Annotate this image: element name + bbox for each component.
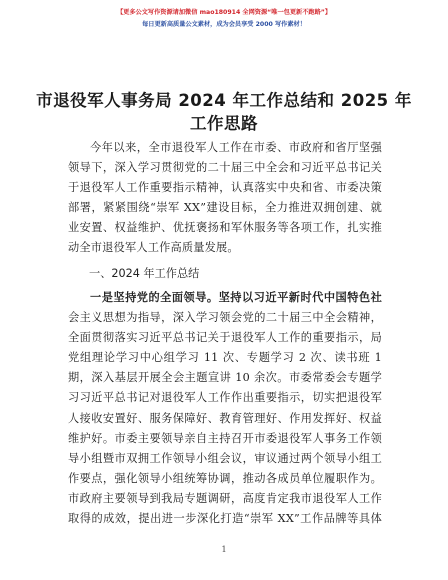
paragraph-line: 会主义思想为指导，深入学习领会党的二十届三中全会精神，: [68, 311, 382, 325]
paragraph-lead-rest: 坚持以习近平新时代中国特色社: [218, 291, 382, 304]
document-title-line-1: 市退役军人事务局 2024 年工作总结和 2025 年: [36, 91, 412, 110]
paragraph-line: 取得的成效，提出进一步深化打造“崇军 XX”工作品牌等具体: [68, 512, 382, 526]
paragraph-first-line: [68, 288, 382, 308]
summary-paragraph-1: [68, 288, 382, 529]
page-number: 1: [221, 545, 227, 554]
paragraph-line: 于退役军人工作重要指示精神，认真落实中央和省、市委决策: [68, 181, 382, 195]
paragraph-line: 党组理论学习中心组学习 11 次、专题学习 2 次、读书班 1: [68, 351, 382, 365]
paragraph-line: 习习近平总书记对退役军人工作作出重要指示，切实把退役军: [68, 391, 382, 405]
paragraph-line: 业安置、权益维护、优抚褒扬和军休服务等各项工作，扎实推: [68, 221, 382, 235]
paragraph-line: 作要点，强化领导小组统筹协调，推动各成员单位履职作为。: [68, 471, 382, 485]
section-heading: 一、2024 年工作总结: [89, 267, 200, 280]
paragraph-line: 部署，紧紧围绕“崇军 XX”建设目标，全力推进双拥创建、就: [68, 201, 382, 215]
intro-paragraph: [68, 138, 382, 259]
document-title-line-2: 工作思路: [190, 114, 258, 133]
paragraph-line: 领导下，深入学习贯彻党的二十届三中全会和习近平总书记关: [68, 161, 382, 175]
paragraph-line: 动全市退役军人工作高质量发展。: [68, 241, 239, 255]
paragraph-line: 维护好。市委主要领导亲自主持召开市委退役军人事务工作领: [68, 431, 382, 445]
paragraph-line: 期，深入基层开展全会主题宣讲 10 余次。市委常委会专题学: [68, 371, 382, 385]
paragraph-line: 市政府主要领导到我局专题调研，高度肯定我市退役军人工作: [68, 491, 382, 505]
paragraph-line: 全面贯彻落实习近平总书记关于退役军人工作的重要指示，局: [68, 331, 382, 345]
paragraph-line: 人接收安置好、服务保障好、教育管理好、作用发挥好、权益: [68, 411, 382, 425]
paragraph-line: 导小组暨市双拥工作领导小组会议，审议通过两个领导小组工: [68, 451, 382, 465]
paragraph-line: 今年以来，全市退役军人工作在市委、市政府和省厅坚强: [90, 141, 382, 154]
promo-banner-line-1: 【更多公文写作资源请加微信 mao180914 全网资源“唯一包更新不跑路”】: [116, 9, 332, 16]
promo-banner-line-2: 每日更新高质量公文素材，成为会员享受 2000 写作素材！: [142, 21, 306, 28]
paragraph-lead: 一是坚持党的全面领导。: [90, 291, 219, 304]
